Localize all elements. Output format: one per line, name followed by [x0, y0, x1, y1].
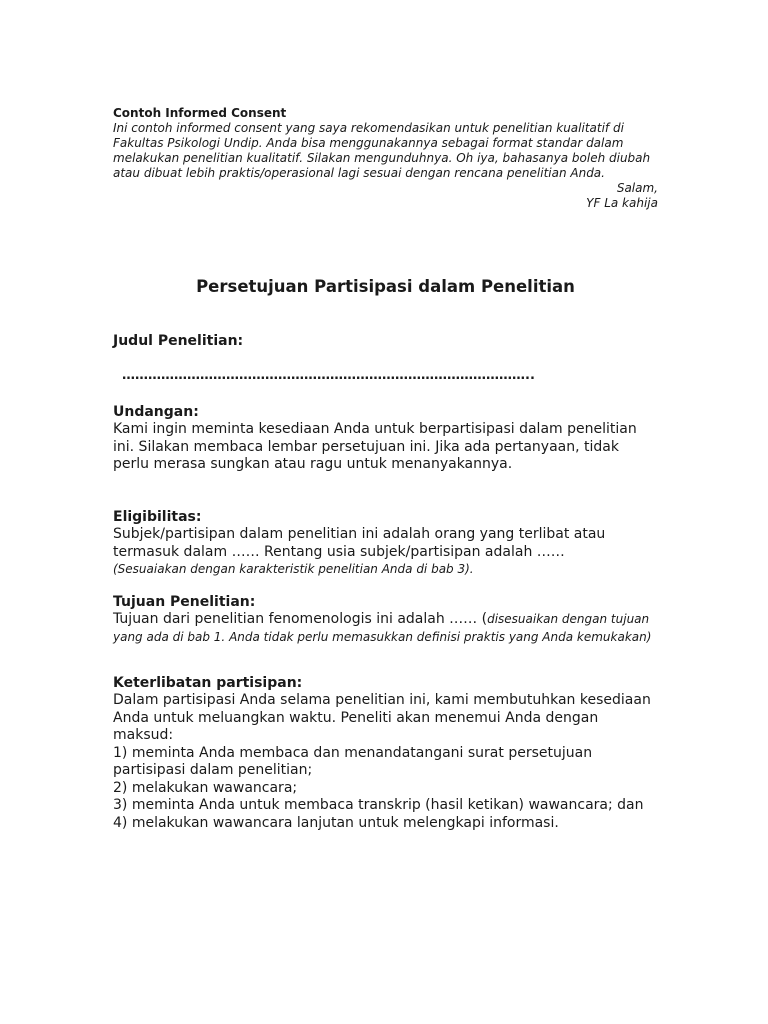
keterlibatan-list — [113, 745, 658, 833]
intro-body: Ini contoh informed consent yang saya rekomendasikan untuk penelitian kualitatif di Fakultas Psikologi Undip. Anda bisa menggunakannya sebagai format standar dalam melakukan penelitian kualitatif. Silakan mengunduhnya. Oh iya, bahasanya boleh diubah atau dibuat lebih praktis/operasional lagi sesuai dengan rencana penelitian Anda. — [113, 121, 651, 180]
section-undangan — [113, 403, 658, 474]
eligibilitas-text: Subjek/partisipan dalam penelitian ini adalah orang yang terlibat atau termasuk dalam …… Rentang usia subjek/partisipan adalah …… — [113, 526, 606, 560]
intro-author: YF La kahija — [586, 196, 658, 210]
section-eligibilitas — [113, 508, 658, 579]
tujuan-paragraph — [113, 611, 658, 646]
tujuan-close: ) — [646, 629, 652, 644]
judul-placeholder-dots: ………………………………………………………………………………….. — [122, 368, 535, 383]
tujuan-heading: Tujuan Penelitian: — [113, 594, 256, 610]
tujuan-note: disesuaikan dengan tujuan yang ada di bab 1. Anda tidak perlu memasukkan definisi praktis yang Anda kemukakan — [113, 612, 650, 644]
list-item: 4) melakukan wawancara lanjutan untuk melengkapi informasi. — [113, 814, 559, 831]
tujuan-text: Tujuan dari penelitian fenomenologis ini adalah …… ( — [113, 611, 488, 627]
intro-salam: Salam, — [616, 181, 658, 195]
list-item: 1) meminta Anda membaca dan menandatangani surat persetujuan partisipasi dalam penelitian; — [113, 744, 593, 778]
undangan-text: Kami ingin meminta kesediaan Anda untuk berpartisipasi dalam penelitian ini. Silakan membaca lembar persetujuan ini. Jika ada pertanyaan, tidak perlu merasa sungkan atau ragu untuk menanyakannya. — [113, 421, 637, 472]
keterlibatan-text: Dalam partisipasi Anda selama penelitian ini, kami membutuhkan kesediaan Anda untuk meluangkan waktu. Peneliti akan menemui Anda dengan maksud: — [113, 692, 651, 743]
list-item: 3) meminta Anda untuk membaca transkrip (hasil ketikan) wawancara; dan — [113, 797, 644, 813]
list-item: 2) melakukan wawancara; — [113, 779, 298, 796]
intro-title: Contoh Informed Consent — [113, 106, 287, 120]
section-keterlibatan — [113, 674, 658, 832]
keterlibatan-heading: Keterlibatan partisipan: — [113, 675, 303, 691]
section-tujuan — [113, 593, 658, 646]
intro-block — [113, 106, 658, 211]
eligibilitas-heading: Eligibilitas: — [113, 509, 202, 525]
judul-label: Judul Penelitian: — [113, 333, 244, 349]
eligibilitas-note: (Sesuaiakan dengan karakteristik penelitian Anda di bab 3). — [113, 562, 474, 576]
document-title: Persetujuan Partisipasi dalam Penelitian — [196, 277, 575, 296]
undangan-heading: Undangan: — [113, 404, 199, 420]
